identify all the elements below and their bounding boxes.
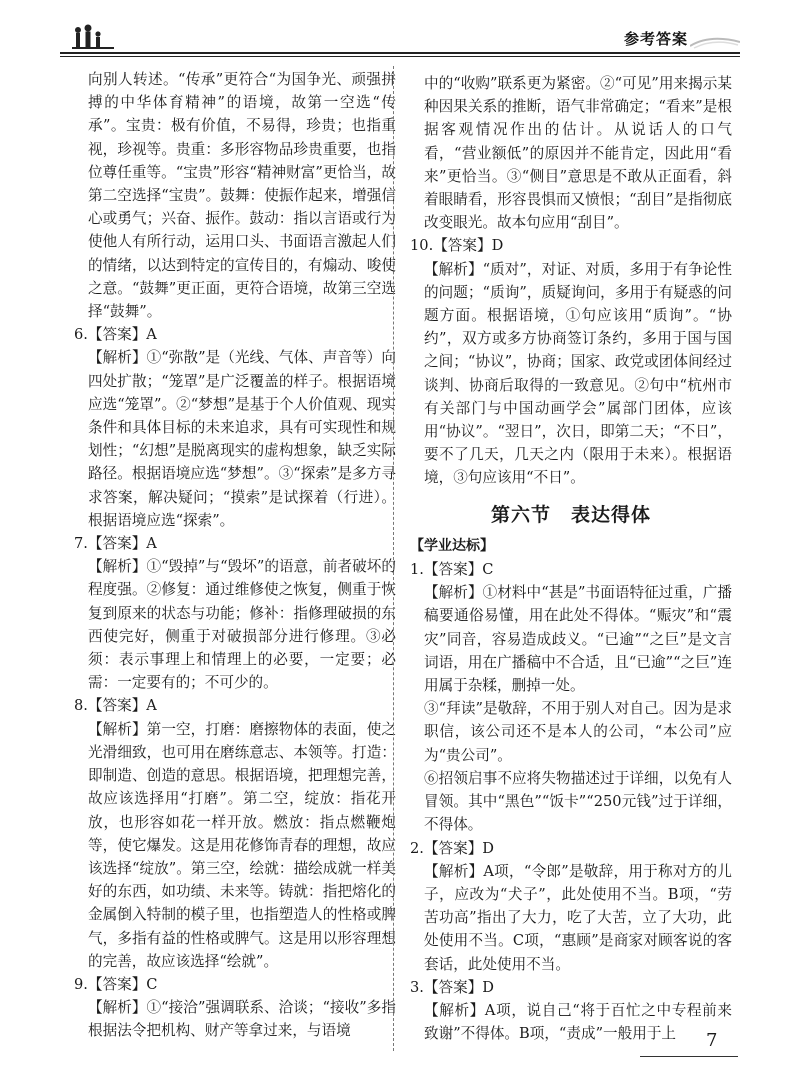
answer-heading: 2.【答案】D bbox=[410, 839, 494, 857]
page-header bbox=[0, 0, 800, 60]
right-column-bottom bbox=[410, 558, 732, 1045]
family-logo-icon bbox=[70, 22, 116, 56]
answer-heading: 7.【答案】A bbox=[74, 535, 157, 553]
right-column bbox=[410, 72, 732, 1045]
page-number-rule bbox=[640, 1056, 738, 1057]
paragraph: 【解析】A项，“令郎”是敬辞，用于称对方的儿子，应改为“犬子”，此处使用不当。B项，“劳苦功高”指出了大力，吃了大苦，立了大功，此处使用不当。C项，“惠顾”是商家对顾客说的客套话，此处使用不当。 bbox=[424, 862, 732, 973]
paragraph: 【解析】“质对”，对证、对质，多用于有争论性的问题；“质询”，质疑询问，多用于有疑惑的问题方面。根据语境，①句应该用“质询”。“协约”，双方或多方协商签订条约，多用于国与国之间；“协议”，协商；国家、政党或团体间经过谈判、协商后取得的一致意见。②句中“杭州市有关部门与中国动画学会”属部门团体，应该用“协议”。“翌日”，次日，即第二天；“不日”，要不了几天，几天之内（限用于未来）。根据语境，③句应该用“不日”。 bbox=[424, 260, 732, 487]
paragraph: 【解析】①“接洽”强调联系、洽谈；“接收”多指根据法令把机构、财产等拿过来，与语境 bbox=[88, 999, 396, 1040]
paragraph: 【解析】①“毁掉”与“毁坏”的语意，前者破坏的程度强。②修复：通过维修使之恢复，侧重于恢复到原来的状态与功能；修补：指修理破损的东西使完好，侧重于对破损部分进行修理。③必须：表示事理上和情理上的必要，一定要；必需：一定要有的；不可少的。 bbox=[88, 558, 396, 692]
right-column-top bbox=[410, 72, 732, 490]
paragraph: ③“拜读”是敬辞，不用于别人对自己。因为是求职信，该公司还不是本人的公司，“本公司”应为“贵公司”。 bbox=[424, 700, 732, 764]
answer-heading: 9.【答案】C bbox=[74, 975, 158, 993]
answer-heading: 8.【答案】A bbox=[74, 697, 157, 715]
paragraph: 【解析】第一空，打磨：磨擦物体的表面，使之光滑细致，也可用在磨练意志、本领等。打造：即制造、创造的意思。根据语境，把理想完善，故应该选择用“打磨”。第二空，绽放：指花开放，也形容如花一样开放。燃放：指点燃鞭炮等，使它爆发。这是用花修饰青春的理想，故应该选择“绽放”。第三空，绘就：描绘成就一样美好的东西，如功绩、未来等。铸就：指把熔化的金属倒入特制的模子里，也指塑造人的性格或脾气，多指有益的性格或脾气。这是用以形容理想的完善，故应该选择“绘就”。 bbox=[88, 720, 396, 970]
section-title: 第六节 表达得体 bbox=[490, 503, 651, 526]
answer-heading: 1.【答案】C bbox=[410, 561, 494, 579]
page-number: 7 bbox=[706, 1030, 718, 1051]
header-rule bbox=[60, 52, 740, 54]
swoosh-decoration-icon bbox=[690, 32, 740, 50]
paragraph: 中的“收购”联系更为紧密。②“可见”用来揭示某种因果关系的推断，语气非常确定；“看来”是根据客观情况作出的估计。从说话人的口气看，“营业额低”的原因并不能肯定，因此用“看来”更恰当。③“侧目”意思是不敢从正面看，斜着眼睛看，形容畏惧而又愤恨；“刮目”是指彻底改变眼光。故本句应用“刮目”。 bbox=[424, 75, 732, 232]
paragraph: 【解析】①“弥散”是（光线、气体、声音等）向四处扩散；“笼罩”是广泛覆盖的样子。根据语境应选“笼罩”。②“梦想”是基于个人价值观、现实条件和具体目标的未来追求，具有可实现性和规划性；“幻想”是脱离现实的虚构想象，缺乏实际路径。根据语境应选“梦想”。③“探索”是多方寻求答案，解决疑问；“摸索”是试探着（行进）。根据语境应选“探索”。 bbox=[88, 349, 396, 529]
answer-heading: 10.【答案】D bbox=[410, 237, 504, 255]
left-column bbox=[74, 68, 396, 1043]
paragraph: 【解析】A项，说自己“将于百忙之中专程前来致谢”不得体。B项，“责成”一般用于上 bbox=[424, 1001, 732, 1043]
answer-heading: 3.【答案】D bbox=[410, 978, 494, 996]
answer-heading: 6.【答案】A bbox=[74, 326, 157, 344]
header-rule-thin bbox=[60, 56, 740, 57]
column-divider bbox=[393, 66, 394, 1051]
paragraph: ⑥招领启事不应将失物描述过于详细，以免有人冒领。其中“黑色”“饭卡”“250元钱”过于详细，不得体。 bbox=[424, 769, 732, 834]
paragraph: 向别人转述。“传承”更符合“为国争光、顽强拼搏的中华体育精神”的语境，故第一空选“传承”。宝贵：极有价值，不易得，珍贵；也指重视，珍视等。贵重：多形容物品珍贵重要，也指位尊任重等。“宝贵”形容“精神财富”更恰当，故第二空选择“宝贵”。鼓舞：使振作起来，增强信心或勇气；兴奋、振作。鼓动：指以言语或行为使他人有所行动，运用口头、书面语言激起人们的情绪，以达到特定的宣传目的，有煽动、唆使之意。“鼓舞”更正面，更符合语境，故第三空选择“鼓舞”。 bbox=[88, 71, 396, 321]
paragraph: 【解析】①材料中“甚是”书面语特征过重，广播稿要通俗易懂，用在此处不得体。“赈灾”和“震灾”同音，容易造成歧义。“已逾”“之巨”是文言词语，用在广播稿中不合适，且“已逾”“之巨”连用属于杂糅，删掉一处。 bbox=[424, 584, 732, 695]
section-subhead: 【学业达标】 bbox=[410, 537, 494, 554]
header-title: 参考答案 bbox=[620, 28, 692, 49]
